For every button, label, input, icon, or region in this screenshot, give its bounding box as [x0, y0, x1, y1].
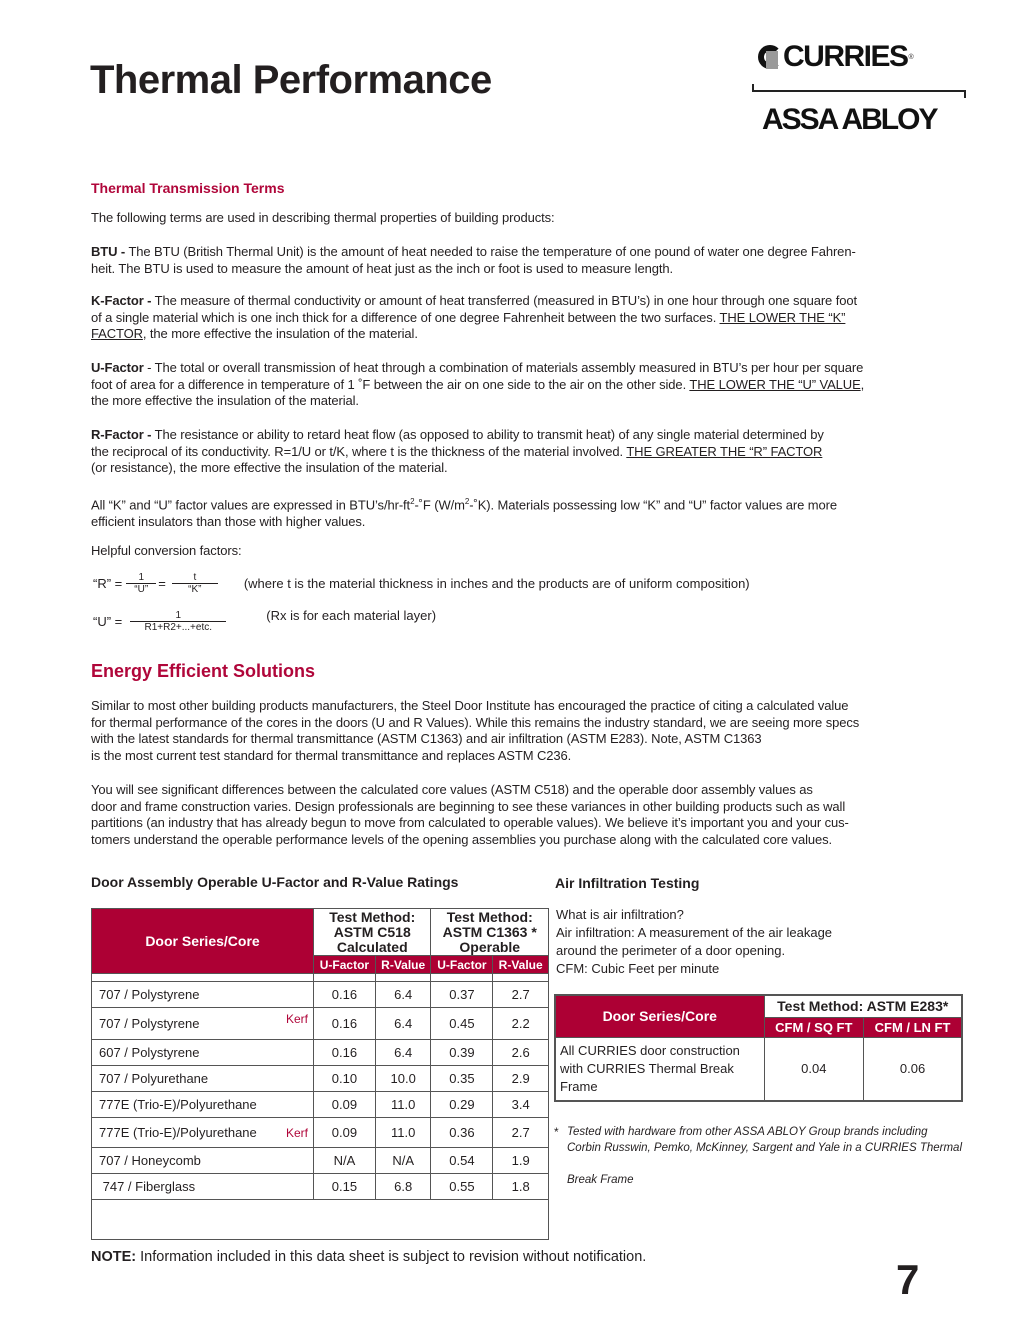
table-row: 777E (Trio-E)/Polyurethane 0.09 11.0 0.29 3.4: [92, 1092, 549, 1118]
air-infiltration-description: What is air infiltration? Air infiltration: A measurement of the air leakage around the perimeter of a door opening. CFM: Cubic Feet per minute: [556, 907, 833, 976]
ratings-table-title: Door Assembly Operable U-Factor and R-Value Ratings: [91, 874, 459, 890]
energy-paragraph-2: You will see significant differences between the calculated core values (ASTM C518) and the operable door assembly values as door and frame construction varies. Design professionals are beginning to see these variances in other building products such as wall partitions (an industry that has already begun to move from calculated to operable values). We believe it’s important you and your cus- tomers understand the operable performance levels of the opening assemblies you purchase along with the calculated core values.: [91, 782, 849, 847]
column-header-c1363: Test Method: ASTM C1363 * Operable: [431, 909, 549, 956]
assa-abloy-wordmark: ASSA ABLOY: [762, 103, 937, 136]
formula-r: “R” = $\frac{1}{“U”}$ = $\frac{t}{“K”}$ (where t is the material thickness in inches and the products are of uniform composition): [93, 572, 750, 595]
table-row: 707 / Polystyrene 0.16 6.4 0.37 2.7: [92, 982, 549, 1008]
footnote: * Tested with hardware from other ASSA ABLOY Group brands including Corbin Russwin, Pemko, McKinney, Sargent and Yale in a CURRIES Thermal Break Frame: [554, 1125, 962, 1186]
formula-u: “U” = $\frac{1}{\text{R1+R2+...+etc.}}$ (Rx is for each material layer): [93, 608, 437, 633]
page-number: 7: [896, 1256, 920, 1303]
air-infiltration-table: [554, 994, 963, 1102]
curries-assa-abloy-logo: [752, 40, 968, 140]
table-row: 707 / Honeycomb N/A N/A 0.54 1.9: [92, 1148, 549, 1174]
energy-paragraph-1: Similar to most other building products manufacturers, the Steel Door Institute has encouraged the practice of citing a calculated value for thermal performance of the cores in the doors (U and R Values). While this remains the industry standard, we are seeing more specs with the latest standards for thermal transmittance (ASTM C1363) and air infiltration (ASTM E283). Note, ASTM C1363 is the most current test standard for thermal transmittance and replaces ASTM C236.: [91, 698, 860, 763]
section-heading-thermal-terms: Thermal Transmission Terms: [91, 180, 285, 196]
term-k-factor: K-Factor - The measure of thermal conductivity or amount of heat transferred (measured in BTU’s) in one hour through one square foot of a single material which is one inch thick for a difference of one degree Fahrenheit between the two surfaces. THE LOWER THE “K” FACTOR, the more effective the insulation of the material.: [91, 293, 857, 341]
curries-wordmark: CURRIES: [783, 40, 908, 73]
fraction: $\frac{1}{\text{R1+R2+...+etc.}}$: [130, 610, 226, 633]
logo-divider-tick: [964, 90, 966, 98]
air-infiltration-title: Air Infiltration Testing: [555, 875, 700, 891]
table-row: 707 / Polyurethane 0.10 10.0 0.35 2.9: [92, 1066, 549, 1092]
table-row: 607 / Polystyrene 0.16 6.4 0.39 2.6: [92, 1040, 549, 1066]
term-r-factor: R-Factor - The resistance or ability to retard heat flow (as opposed to ability to transmit heat) of any single material determined by the reciprocal of its conductivity. R=1/U or t/K, where t is the thickness of the material involved. THE GREATER THE “R” FACTOR (or resistance), the more effective the insulation of the material.: [91, 427, 824, 475]
conversion-label: Helpful conversion factors:: [91, 543, 242, 558]
kerf-badge: Kerf: [285, 1012, 308, 1026]
subheader-r-value: R-Value: [375, 956, 431, 974]
page-title: Thermal Performance: [90, 58, 492, 102]
table-spacer: [92, 974, 549, 982]
terms-intro: The following terms are used in describing thermal properties of building products:: [91, 210, 555, 225]
subheader-cfm-ln-ft: CFM / LN FT: [864, 1017, 962, 1037]
column-header-c518: Test Method: ASTM C518 Calculated: [314, 909, 431, 956]
term-label: K-Factor -: [91, 293, 152, 308]
subheader-r-value: R-Value: [493, 956, 549, 974]
section-heading-energy: Energy Efficient Solutions: [91, 661, 316, 681]
subheader-u-factor: U-Factor: [431, 956, 493, 974]
column-header-door-series: Door Series/Core: [92, 909, 314, 974]
logo-divider: [752, 90, 966, 92]
table-row: 747 / Fiberglass 0.15 6.8 0.55 1.8: [92, 1174, 549, 1200]
units-note: All “K” and “U” factor values are expressed in $BTU’s/hr-ft^2-˚F$ $(W/m^2-˚K)$. Materials possessing low “K” and “U” factor values are more efficient insulators than those with higher values.: [91, 497, 837, 529]
term-label: R-Factor -: [91, 427, 152, 442]
table-row: All CURRIES door construction with CURRIES Thermal Break Frame 0.04 0.06: [555, 1037, 962, 1101]
fraction: $\frac{1}{“U”}$: [126, 572, 156, 595]
curries-mark-icon: [758, 45, 782, 69]
curries-logo: CURRIES ®: [758, 42, 914, 72]
ratings-table: [91, 908, 549, 1240]
term-label: BTU -: [91, 244, 126, 259]
subheader-cfm-sq-ft: CFM / SQ FT: [764, 1017, 864, 1037]
revision-note: NOTE: Information included in this data sheet is subject to revision without notification.: [91, 1249, 647, 1265]
subheader-u-factor: U-Factor: [314, 956, 376, 974]
table-row: 777E (Trio-E)/Polyurethane Kerf 0.09 11.0 0.36 2.7: [92, 1118, 549, 1148]
term-u-factor: U-Factor - The total or overall transmission of heat through a combination of materials assembly measured in BTU’s per hour per square foot of area for a difference in temperature of 1 ˚F between the air on one side to the air on the other side. THE LOWER THE “U” VALUE, the more effective the insulation of the material.: [91, 360, 865, 408]
table-empty-row: [92, 1200, 549, 1240]
column-header-e283: Test Method: ASTM E283*: [764, 995, 962, 1017]
term-btu: BTU - The BTU (British Thermal Unit) is the amount of heat needed to raise the temperature of one pound of water one degree Fahren- heit. The BTU is used to measure the amount of heat just as the inch or foot is used to measure length.: [91, 244, 856, 276]
term-label: U-Factor: [91, 360, 144, 375]
column-header-door-series: Door Series/Core: [555, 995, 764, 1037]
fraction: $\frac{t}{“K”}$: [172, 572, 218, 595]
kerf-badge: Kerf: [285, 1126, 308, 1140]
table-row: 707 / Polystyrene Kerf 0.16 6.4 0.45 2.2: [92, 1008, 549, 1040]
